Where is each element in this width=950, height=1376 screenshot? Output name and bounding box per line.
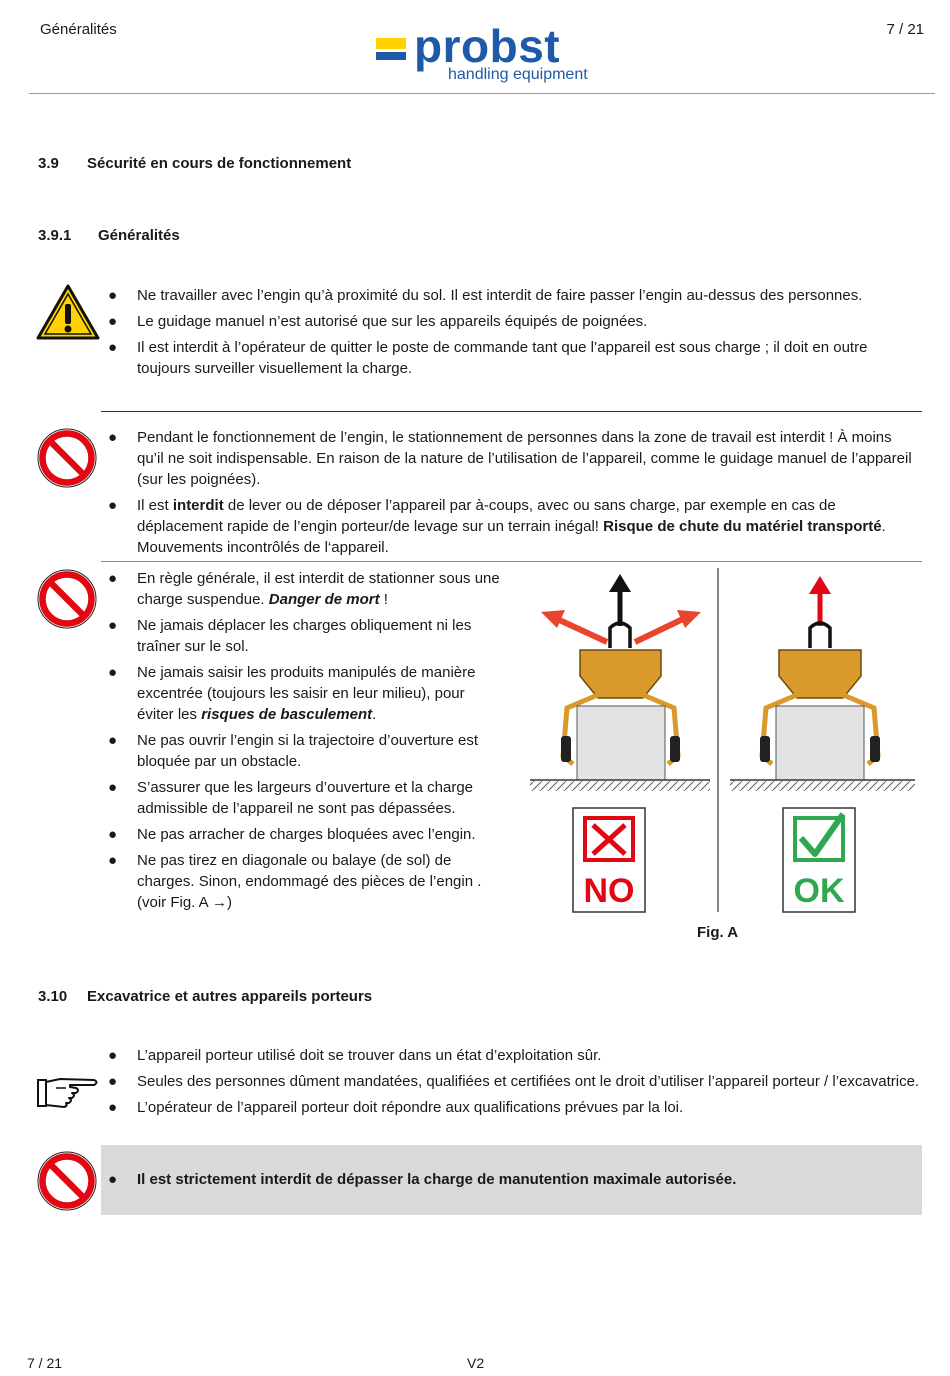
list-item: ● Ne jamais saisir les produits manipulés de manière excentrée (toujours les saisir en leur milieu), pour éviter les risques de basculement.	[108, 664, 476, 723]
list-item: ● L’opérateur de l’appareil porteur doit répondre aux qualifications prévues par la loi.	[108, 1099, 684, 1116]
heading-number: 3.9.1	[38, 227, 72, 244]
prohibition-icon	[36, 1150, 98, 1212]
heading-text: Excavatrice et autres appareils porteurs	[87, 988, 373, 1005]
figure-caption: Fig. A	[697, 924, 739, 941]
warning-triangle-icon	[36, 284, 100, 340]
section-divider	[101, 411, 922, 412]
list-item: ● Ne pas ouvrir l’engin si la trajectoire d’ouverture est bloquée par un obstacle.	[108, 732, 478, 770]
list-item: ● Ne jamais déplacer les charges obliquement ni les traîner sur le sol.	[108, 617, 472, 655]
list-item: ● Seules des personnes dûment mandatées, qualifiées et certifiées ont le droit d’utiliser l’appareil porteur / l’excavatrice.	[108, 1073, 920, 1090]
logo-tagline: handling equipment	[448, 66, 588, 83]
logo-wordmark: probst	[414, 20, 561, 72]
no-sign-label: NO	[583, 872, 635, 910]
header-section-title: Généralités	[40, 21, 117, 38]
list-item: ● Ne pas arracher de charges bloquées avec l’engin.	[108, 826, 476, 843]
work-zone-list	[101, 427, 921, 563]
heading-number: 3.10	[38, 988, 68, 1005]
list-item: ● En règle générale, il est interdit de stationner sous une charge suspendue. Danger de mort !	[108, 570, 500, 608]
ok-sign-label: OK	[793, 872, 845, 910]
heading-number: 3.9	[38, 155, 59, 172]
header-page-number: 7 / 21	[886, 21, 924, 38]
list-item: ● Il est strictement interdit de dépasser la charge de manutention maximale autorisée.	[108, 1171, 737, 1188]
figure-ok-illustration	[730, 576, 915, 912]
section-divider	[101, 561, 922, 562]
list-item: ● S’assurer que les largeurs d’ouverture et la charge admissible de l’appareil ne sont pas dépassées.	[108, 779, 474, 817]
list-item: ● Pendant le fonctionnement de l’engin, le stationnement de personnes dans la zone de travail est interdit ! À moins qu’il ne soit indispensable. En raison de la nature de l’utilisation de l’appareil, comme le guidage manuel de l’appareil (sur les poignées).	[108, 429, 912, 488]
probst-logo	[376, 20, 606, 88]
heading-3-9-1	[38, 227, 180, 244]
heading-3-9	[38, 155, 351, 172]
pointing-hand-icon	[36, 1074, 100, 1110]
general-safety-list	[101, 285, 921, 384]
figure-no-illustration	[530, 574, 710, 912]
figure-a	[525, 566, 920, 918]
footer-page-number: 7 / 21	[27, 1355, 63, 1371]
carrier-device-list	[101, 1045, 921, 1123]
heading-text: Sécurité en cours de fonctionnement	[87, 155, 352, 172]
max-load-warning	[101, 1169, 921, 1195]
load-handling-list	[101, 568, 501, 918]
list-item: ● L’appareil porteur utilisé doit se trouver dans un état d’exploitation sûr.	[108, 1047, 602, 1064]
footer-version: V2	[467, 1355, 485, 1371]
list-item: ● Ne travailler avec l’engin qu’à proximité du sol. Il est interdit de faire passer l’engin au-dessus des personnes.	[108, 287, 863, 304]
heading-text: Généralités	[98, 227, 180, 244]
list-item: ● Ne pas tirez en diagonale ou balaye (de sol) de charges. Sinon, endommagé des pièces de l’engin . (voir Fig. A →)	[108, 852, 482, 911]
header-divider	[29, 93, 935, 94]
list-item: ● Il est interdit à l’opérateur de quitter le poste de commande tant que l’appareil est sous charge ; il doit en outre toujours surveiller visuellement la charge.	[108, 339, 868, 377]
list-item: ● Il est interdit de lever ou de déposer l’appareil par à-coups, avec ou sans charge, par exemple en cas de déplacement rapide de l’engin porteur/de levage sur un terrain inégal! Risque de chute du matériel transporté. Mouvements incontrôlés de l‘appareil.	[108, 497, 886, 556]
prohibition-icon	[36, 427, 98, 489]
list-item: ● Le guidage manuel n’est autorisé que sur les appareils équipés de poignées.	[108, 313, 648, 330]
heading-3-10	[38, 988, 372, 1005]
prohibition-icon	[36, 568, 98, 630]
